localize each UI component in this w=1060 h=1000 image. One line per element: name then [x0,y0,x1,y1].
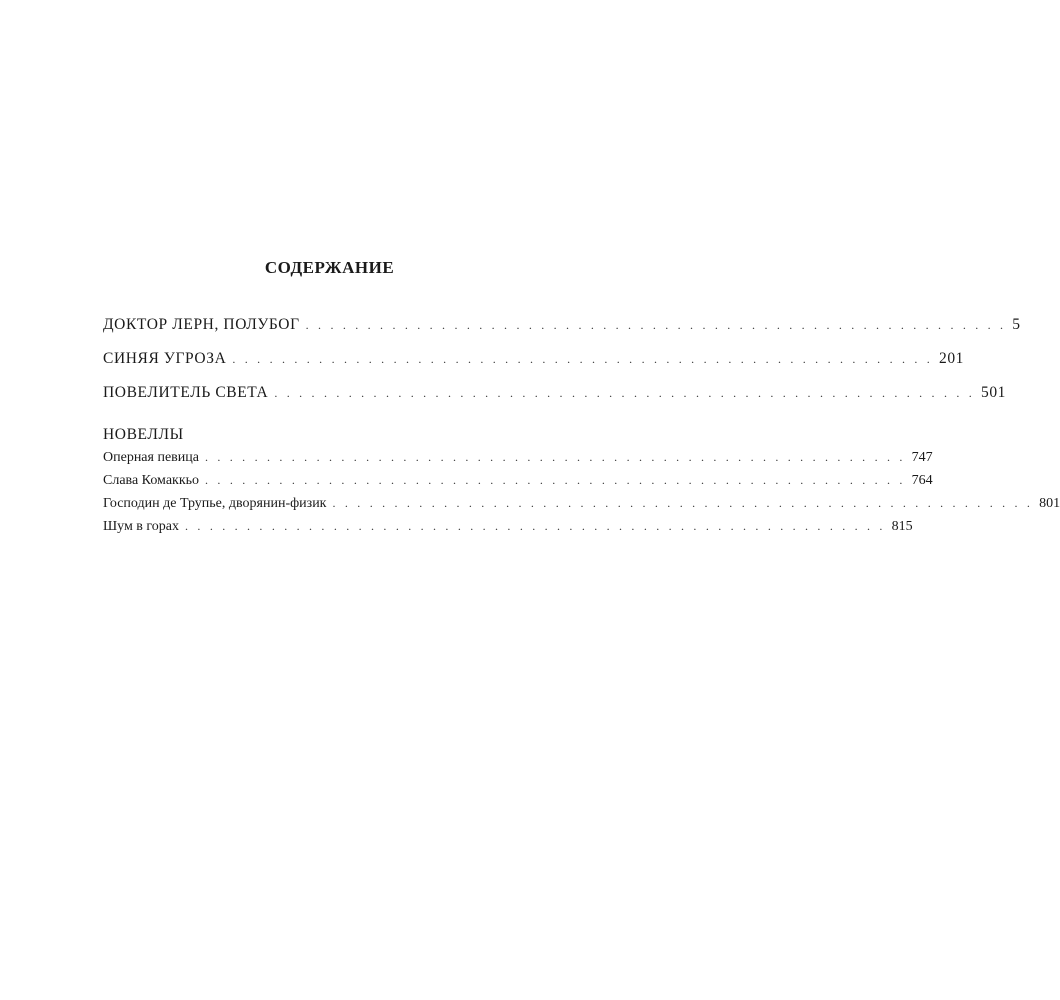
toc-entry-title: СИНЯЯ УГРОЗА [103,350,227,367]
toc-entry-title: Господин де Трупье, дворянин-физик [103,496,327,511]
toc-entry-page: 5 [1012,316,1021,333]
dot-leader: . . . . . . . . . . . . . . . . . . . . . . . . . . . . . . . . . . . . . . . . . . . . . . . . . . . . . . . . . [205,473,906,487]
dot-leader: . . . . . . . . . . . . . . . . . . . . . . . . . . . . . . . . . . . . . . . . . . . . . . . . . . . . . . . . . [204,450,906,464]
toc-entry-page: 801 [1039,496,1060,511]
toc-title: СОДЕРЖАНИЕ [264,258,395,277]
toc-entry [103,496,1060,519]
toc-entry-page: 764 [911,473,933,488]
toc-entry-title: ПОВЕЛИТЕЛЬ СВЕТА [103,384,269,401]
toc-entry-page: 501 [980,384,1007,401]
toc-entry-title: Оперная певица [103,450,199,465]
toc-entry [103,473,933,496]
dot-leader: . . . . . . . . . . . . . . . . . . . . . . . . . . . . . . . . . . . . . . . . . . . . . . . . . . . . . . . . . [305,318,1007,332]
dot-leader: . . . . . . . . . . . . . . . . . . . . . . . . . . . . . . . . . . . . . . . . . . . . . . . . . . . . . . . . . [274,386,975,400]
dot-leader: . . . . . . . . . . . . . . . . . . . . . . . . . . . . . . . . . . . . . . . . . . . . . . . . . . . . . . . . . [232,352,933,366]
toc-entry-page: 815 [891,519,913,534]
table-of-contents [103,316,1060,542]
dot-leader: . . . . . . . . . . . . . . . . . . . . . . . . . . . . . . . . . . . . . . . . . . . . . . . . . . . . . . . . . [185,519,886,533]
toc-entry-title: Слава Комаккьо [103,473,200,488]
toc-entry [103,350,965,384]
toc-entry-page: 201 [938,350,965,367]
dot-leader: . . . . . . . . . . . . . . . . . . . . . . . . . . . . . . . . . . . . . . . . . . . . . . . . . . . . . . . . . [332,496,1034,510]
toc-entry-title: Шум в горах [103,519,180,534]
toc-entry [103,384,1007,418]
toc-entry [103,519,913,542]
toc-entry [103,450,933,473]
toc-entry-page: 747 [911,450,933,465]
toc-entry-title: ДОКТОР ЛЕРН, ПОЛУБОГ [103,316,300,333]
toc-entry [103,316,1021,350]
section-heading-novellas: НОВЕЛЛЫ [103,426,184,443]
